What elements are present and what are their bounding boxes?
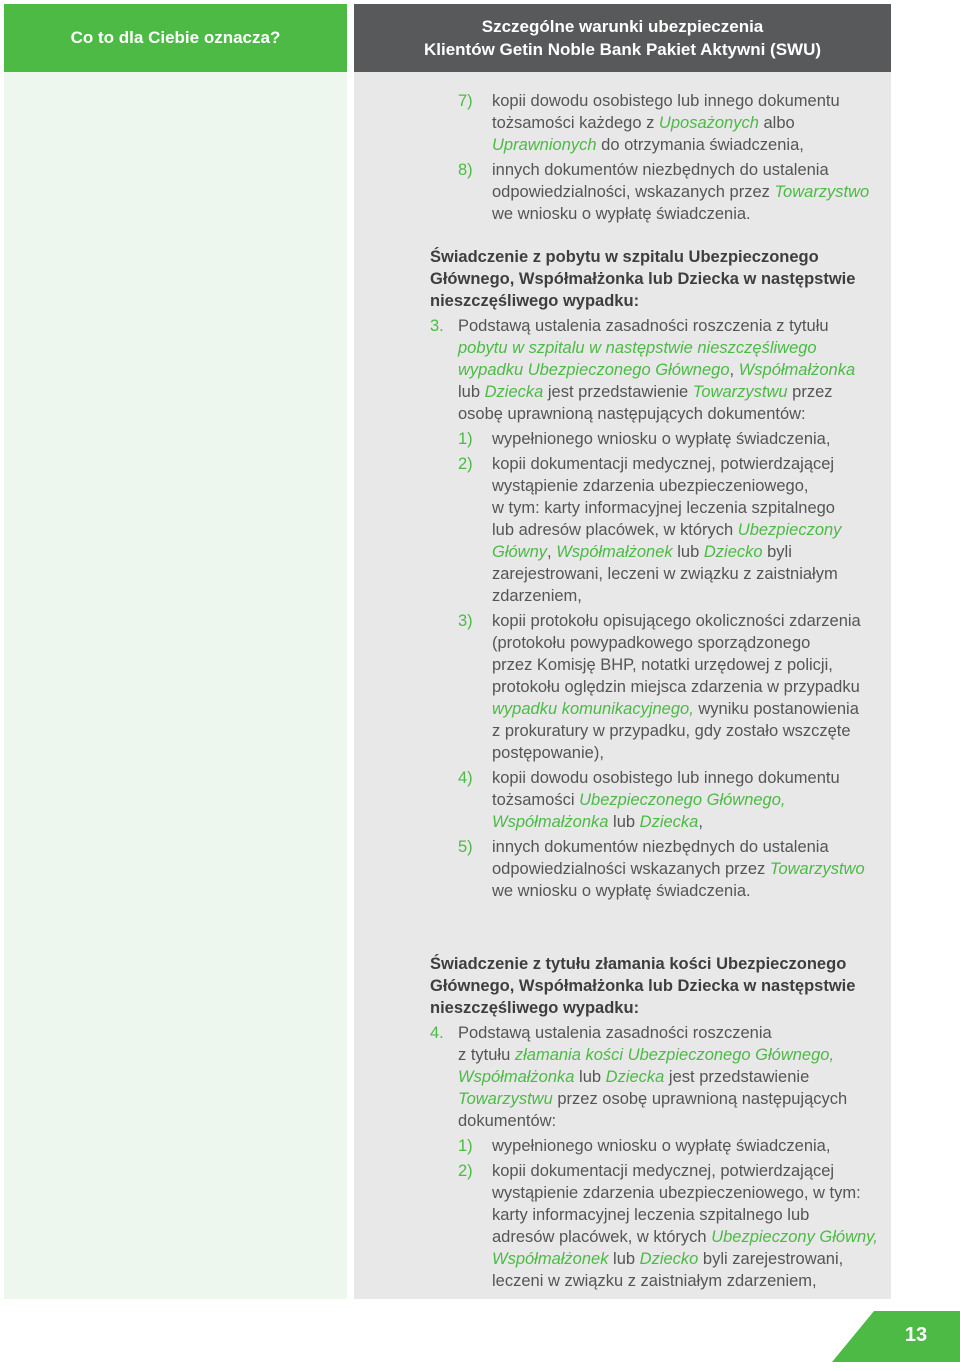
text-run: , xyxy=(729,361,739,379)
text-run: albo xyxy=(758,114,795,132)
text-run: Podstawą ustalenia zasadności roszczenia xyxy=(458,1024,772,1042)
text-run: lub adresów placówek, w których xyxy=(492,521,738,539)
text-run: wypełnionego wniosku o wypłatę świadczenia, xyxy=(492,1137,831,1155)
clause-4-list xyxy=(430,1135,888,1292)
defined-term: Współmałżonek xyxy=(556,543,673,561)
text-line xyxy=(492,880,888,902)
text-run: w tym: karty informacyjnej leczenia szpitalnego xyxy=(492,499,835,517)
text-line xyxy=(492,112,888,134)
text-run: innych dokumentów niezbędnych do ustalenia xyxy=(492,838,829,856)
text-run: lub xyxy=(458,383,485,401)
text-line xyxy=(458,359,888,381)
text-run: wypełnionego wniosku o wypłatę świadczenia, xyxy=(492,430,831,448)
text-line xyxy=(492,720,888,742)
list-item xyxy=(430,90,888,156)
list-item-text xyxy=(492,428,888,450)
defined-term: Dziecko xyxy=(703,543,763,561)
left-column-panel xyxy=(4,72,347,1299)
list-item-text xyxy=(492,610,888,764)
text-run: kopii protokołu opisującego okoliczności zdarzenia xyxy=(492,612,861,630)
clause-number: 4. xyxy=(430,1024,444,1042)
text-run: przez osobę uprawnioną następujących xyxy=(552,1090,848,1108)
text-run: tożsamości każdego z xyxy=(492,114,659,132)
text-run: lub xyxy=(608,1250,640,1268)
text-line xyxy=(492,610,888,632)
section-hospital-stay xyxy=(430,246,888,902)
text-run: we wniosku o wypłatę świadczenia. xyxy=(492,205,751,223)
text-line xyxy=(458,381,888,403)
text-line xyxy=(492,698,888,720)
text-run: , xyxy=(698,813,703,831)
defined-term: Towarzystwu xyxy=(458,1090,553,1108)
heading-line: nieszczęśliwego wypadku: xyxy=(430,292,640,310)
list-item xyxy=(430,428,888,450)
text-line xyxy=(492,541,888,563)
text-line xyxy=(492,90,888,112)
heading-line: Głównego, Współmałżonka lub Dziecka w następstwie xyxy=(430,270,856,288)
text-run: wystąpienie zdarzenia ubezpieczeniowego, w tym: xyxy=(492,1184,861,1202)
defined-term: Współmałżonka xyxy=(492,813,609,831)
clause-4 xyxy=(430,1022,888,1132)
heading-line: Świadczenie z pobytu w szpitalu Ubezpieczonego xyxy=(430,248,819,266)
text-line xyxy=(492,585,888,607)
text-run: z tytułu xyxy=(458,1046,515,1064)
defined-term: Towarzystwo xyxy=(769,860,865,878)
defined-term: Współmałżonka xyxy=(458,1068,575,1086)
text-run: innych dokumentów niezbędnych do ustalenia xyxy=(492,161,829,179)
text-line xyxy=(492,159,888,181)
defined-term: Dziecka xyxy=(484,383,544,401)
text-line xyxy=(492,453,888,475)
document-title-line-1: Szczególne warunki ubezpieczenia xyxy=(481,17,764,36)
clause-text xyxy=(458,1022,888,1132)
list-item xyxy=(430,767,888,833)
text-run: protokołu oględzin miejsca zdarzenia w przypadku xyxy=(492,678,860,696)
section-heading xyxy=(430,953,888,1019)
list-item-number: 8) xyxy=(458,161,473,179)
text-run: jest przedstawienie xyxy=(664,1068,810,1086)
list-item-number: 5) xyxy=(458,838,473,856)
text-run: odpowiedzialności, wskazanych przez xyxy=(492,183,775,201)
defined-term: Uprawnionych xyxy=(492,136,597,154)
text-line xyxy=(492,654,888,676)
defined-term: Ubezpieczony Główny, xyxy=(711,1228,878,1246)
text-run: byli zarejestrowani, xyxy=(698,1250,844,1268)
text-run: kopii dowodu osobistego lub innego dokumentu xyxy=(492,769,840,787)
text-line xyxy=(492,203,888,225)
text-line xyxy=(492,1248,888,1270)
text-run: jest przedstawienie xyxy=(543,383,693,401)
text-run: wyniku postanowienia xyxy=(693,700,859,718)
text-run: lub xyxy=(608,813,640,831)
defined-term: wypadku komunikacyjnego, xyxy=(492,700,694,718)
text-run: postępowanie), xyxy=(492,744,604,762)
page-number: 13 xyxy=(904,1323,928,1346)
text-line xyxy=(492,475,888,497)
text-line xyxy=(458,315,888,337)
list-item xyxy=(430,159,888,225)
list-item-text xyxy=(492,159,888,225)
text-run: leczeni w związku z zaistniałym zdarzeniem, xyxy=(492,1272,817,1290)
text-run: kopii dowodu osobistego lub innego dokumentu xyxy=(492,92,840,110)
defined-term: Dziecka xyxy=(639,813,699,831)
text-run: byli xyxy=(762,543,792,561)
list-item-text xyxy=(492,1160,888,1292)
heading-line: Głównego, Współmałżonka lub Dziecka w następstwie xyxy=(430,977,856,995)
defined-term: Towarzystwo xyxy=(774,183,870,201)
text-line xyxy=(492,767,888,789)
text-line xyxy=(492,497,888,519)
text-line xyxy=(492,563,888,585)
document-title-line-2: Klientów Getin Noble Bank Pakiet Aktywni (SWU) xyxy=(423,40,822,59)
text-line xyxy=(492,1135,888,1157)
text-line xyxy=(492,1160,888,1182)
text-line xyxy=(492,1182,888,1204)
text-line xyxy=(458,337,888,359)
list-item xyxy=(430,1135,888,1157)
text-run: karty informacyjnej leczenia szpitalnego lub xyxy=(492,1206,810,1224)
defined-term: Dziecka xyxy=(605,1068,665,1086)
list-item xyxy=(430,836,888,902)
defined-term: Główny xyxy=(492,543,548,561)
list-item-number: 4) xyxy=(458,769,473,787)
clause-text xyxy=(458,315,888,425)
left-column-header-title: Co to dla Ciebie oznacza? xyxy=(70,28,281,47)
text-run: odpowiedzialności wskazanych przez xyxy=(492,860,770,878)
list-item-number: 1) xyxy=(458,1137,473,1155)
list-item-text xyxy=(492,836,888,902)
text-run: we wniosku o wypłatę świadczenia. xyxy=(492,882,751,900)
defined-term: Towarzystwu xyxy=(692,383,788,401)
document-content xyxy=(430,90,888,1295)
heading-line: Świadczenie z tytułu złamania kości Ubezpieczonego xyxy=(430,955,847,973)
text-line xyxy=(492,428,888,450)
clause-3-list xyxy=(430,428,888,902)
text-run: osobę uprawnioną następujących dokumentów: xyxy=(458,405,806,423)
list-item xyxy=(430,1160,888,1292)
defined-term: Współmałżonek xyxy=(492,1250,609,1268)
list-item-number: 7) xyxy=(458,92,473,110)
text-run: zdarzeniem, xyxy=(492,587,582,605)
right-column-header xyxy=(354,4,891,72)
top-list xyxy=(430,90,888,225)
text-line xyxy=(458,1066,888,1088)
text-line xyxy=(458,403,888,425)
list-item-text xyxy=(492,453,888,607)
text-run: zarejestrowani, leczeni w związku z zaistniałym xyxy=(492,565,838,583)
text-line xyxy=(458,1044,888,1066)
list-item-number: 2) xyxy=(458,455,473,473)
clause-number: 3. xyxy=(430,317,444,335)
list-item-text xyxy=(492,767,888,833)
clause-3 xyxy=(430,315,888,425)
defined-term: pobytu w szpitalu w następstwie nieszczęśliwego xyxy=(458,339,817,357)
section-heading xyxy=(430,246,888,312)
text-line xyxy=(492,134,888,156)
list-item xyxy=(430,453,888,607)
text-line xyxy=(492,1226,888,1248)
list-item-number: 1) xyxy=(458,430,473,448)
text-run: , xyxy=(547,543,557,561)
text-line xyxy=(492,181,888,203)
text-run: dokumentów: xyxy=(458,1112,557,1130)
section-bone-fracture xyxy=(430,953,888,1292)
text-run: kopii dokumentacji medycznej, potwierdzającej xyxy=(492,455,835,473)
text-line xyxy=(492,1204,888,1226)
list-item xyxy=(430,610,888,764)
left-column-header xyxy=(4,4,347,72)
defined-term: Dziecko xyxy=(639,1250,699,1268)
text-run: kopii dokumentacji medycznej, potwierdzającej xyxy=(492,1162,835,1180)
text-run: lub xyxy=(672,543,704,561)
defined-term: Współmałżonka xyxy=(738,361,856,379)
text-run: przez xyxy=(787,383,833,401)
text-line xyxy=(492,632,888,654)
text-run: adresów placówek, w których xyxy=(492,1228,712,1246)
text-line xyxy=(492,811,888,833)
heading-line: nieszczęśliwego wypadku: xyxy=(430,999,640,1017)
text-run: do otrzymania świadczenia, xyxy=(596,136,804,154)
list-item-number: 2) xyxy=(458,1162,473,1180)
defined-term: Uposażonych xyxy=(658,114,759,132)
list-item-text xyxy=(492,90,888,156)
defined-term: złamania kości Ubezpieczonego Głównego, xyxy=(514,1046,835,1064)
text-line xyxy=(492,742,888,764)
text-run: Podstawą ustalenia zasadności roszczenia z tytułu xyxy=(458,317,829,335)
text-line xyxy=(458,1110,888,1132)
text-run: tożsamości xyxy=(492,791,580,809)
defined-term: Ubezpieczonego Głównego, xyxy=(579,791,786,809)
text-line xyxy=(458,1088,888,1110)
defined-term: Ubezpieczony xyxy=(737,521,842,539)
text-line xyxy=(492,789,888,811)
text-line xyxy=(492,519,888,541)
list-item-text xyxy=(492,1135,888,1157)
text-run: wystąpienie zdarzenia ubezpieczeniowego, xyxy=(492,477,809,495)
text-line xyxy=(492,1270,888,1292)
text-run: (protokołu powypadkowego sporządzonego xyxy=(492,634,811,652)
text-run: przez Komisję BHP, notatki urzędowej z policji, xyxy=(492,656,833,674)
text-run: z prokuratury w przypadku, gdy zostało wszczęte xyxy=(492,722,851,740)
list-item-number: 3) xyxy=(458,612,473,630)
text-line xyxy=(458,1022,888,1044)
text-line xyxy=(492,858,888,880)
text-line xyxy=(492,836,888,858)
text-run: lub xyxy=(574,1068,606,1086)
text-line xyxy=(492,676,888,698)
defined-term: wypadku Ubezpieczonego Głównego xyxy=(458,361,730,379)
